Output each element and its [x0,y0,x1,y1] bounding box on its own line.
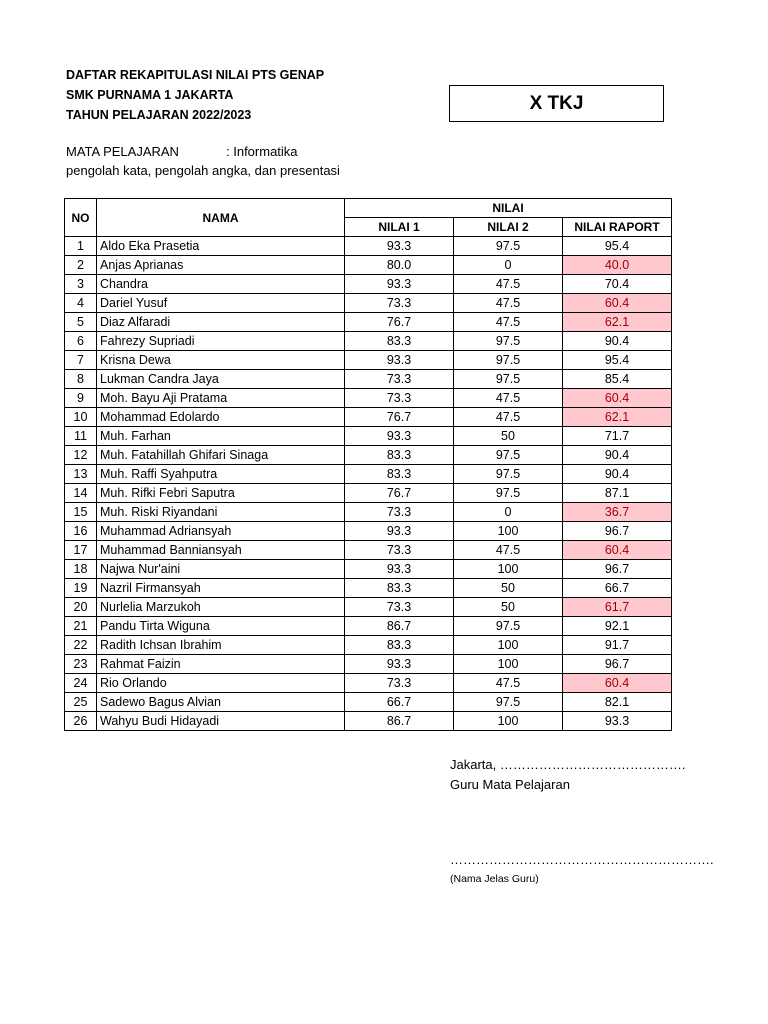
row-nilai-1: 93.3 [345,275,454,294]
row-nilai-raport: 82.1 [563,693,672,712]
row-no: 22 [65,636,97,655]
header-nilai-raport: NILAI RAPORT [563,218,672,237]
table-row [65,617,672,636]
row-nilai-2: 97.5 [454,617,563,636]
row-nilai-2: 50 [454,598,563,617]
table-row [65,503,672,522]
row-nilai-2: 97.5 [454,351,563,370]
row-nilai-2: 0 [454,503,563,522]
row-nilai-2: 47.5 [454,408,563,427]
row-nilai-raport: 91.7 [563,636,672,655]
row-name: Mohammad Edolardo [97,408,345,427]
row-no: 7 [65,351,97,370]
row-nilai-raport: 71.7 [563,427,672,446]
row-nilai-raport: 96.7 [563,522,672,541]
table-row [65,674,672,693]
row-nilai-2: 47.5 [454,541,563,560]
row-nilai-1: 93.3 [345,427,454,446]
row-nilai-raport: 60.4 [563,389,672,408]
row-no: 17 [65,541,97,560]
row-no: 1 [65,237,97,256]
table-row [65,522,672,541]
table-row [65,712,672,731]
row-nilai-raport: 70.4 [563,275,672,294]
teacher-name-hint: (Nama Jelas Guru) [450,873,539,885]
row-nilai-raport: 85.4 [563,370,672,389]
row-name: Muh. Rifki Febri Saputra [97,484,345,503]
table-row [65,313,672,332]
row-nilai-1: 86.7 [345,617,454,636]
header-nilai-2: NILAI 2 [454,218,563,237]
row-no: 2 [65,256,97,275]
row-no: 24 [65,674,97,693]
row-no: 10 [65,408,97,427]
row-nilai-2: 100 [454,636,563,655]
row-nilai-raport: 62.1 [563,408,672,427]
table-row [65,256,672,275]
row-nilai-raport: 60.4 [563,294,672,313]
class-label: X TKJ [529,92,584,114]
row-nilai-2: 97.5 [454,446,563,465]
row-nilai-2: 0 [454,256,563,275]
place-date: Jakarta, ……………………………………. [450,757,686,772]
row-name: Sadewo Bagus Alvian [97,693,345,712]
school-name: SMK PURNAMA 1 JAKARTA [66,88,234,102]
table-row [65,484,672,503]
row-name: Muh. Raffi Syahputra [97,465,345,484]
row-name: Diaz Alfaradi [97,313,345,332]
row-nilai-2: 47.5 [454,674,563,693]
row-nilai-2: 100 [454,655,563,674]
row-nilai-2: 97.5 [454,484,563,503]
row-name: Muhammad Banniansyah [97,541,345,560]
row-nilai-1: 76.7 [345,484,454,503]
row-no: 6 [65,332,97,351]
row-nilai-2: 97.5 [454,370,563,389]
row-no: 26 [65,712,97,731]
row-nilai-2: 47.5 [454,275,563,294]
row-no: 8 [65,370,97,389]
subject-label: MATA PELAJARAN [66,144,179,159]
table-row [65,465,672,484]
row-no: 18 [65,560,97,579]
subject-description: pengolah kata, pengolah angka, dan presentasi [66,163,340,178]
header-name: NAMA [97,199,345,237]
class-label-box [449,85,664,122]
row-nilai-1: 76.7 [345,408,454,427]
grades-table [64,198,672,731]
row-nilai-1: 73.3 [345,674,454,693]
row-name: Najwa Nur'aini [97,560,345,579]
row-nilai-1: 73.3 [345,598,454,617]
row-nilai-2: 47.5 [454,294,563,313]
table-row [65,370,672,389]
row-no: 13 [65,465,97,484]
row-nilai-2: 47.5 [454,313,563,332]
row-nilai-2: 50 [454,579,563,598]
row-nilai-raport: 90.4 [563,465,672,484]
row-nilai-raport: 62.1 [563,313,672,332]
row-nilai-raport: 61.7 [563,598,672,617]
row-nilai-1: 80.0 [345,256,454,275]
table-row [65,351,672,370]
teacher-role: Guru Mata Pelajaran [450,777,570,792]
row-no: 23 [65,655,97,674]
row-name: Fahrezy Supriadi [97,332,345,351]
table-row [65,579,672,598]
row-nilai-1: 93.3 [345,237,454,256]
row-name: Muh. Farhan [97,427,345,446]
row-nilai-1: 93.3 [345,560,454,579]
table-header-row [65,199,672,218]
subject-line [66,143,298,161]
row-nilai-raport: 66.7 [563,579,672,598]
table-row [65,636,672,655]
row-name: Chandra [97,275,345,294]
row-name: Aldo Eka Prasetia [97,237,345,256]
row-name: Krisna Dewa [97,351,345,370]
row-nilai-raport: 96.7 [563,560,672,579]
row-nilai-1: 83.3 [345,332,454,351]
row-name: Anjas Aprianas [97,256,345,275]
row-no: 19 [65,579,97,598]
row-nilai-1: 73.3 [345,503,454,522]
table-row [65,541,672,560]
row-nilai-1: 86.7 [345,712,454,731]
row-name: Nurlelia Marzukoh [97,598,345,617]
table-row [65,408,672,427]
table-row [65,275,672,294]
table-row [65,294,672,313]
row-nilai-2: 100 [454,560,563,579]
table-row [65,237,672,256]
row-nilai-1: 93.3 [345,655,454,674]
row-nilai-1: 66.7 [345,693,454,712]
header-nilai-group: NILAI [345,199,672,218]
row-nilai-2: 47.5 [454,389,563,408]
table-row [65,693,672,712]
row-nilai-raport: 92.1 [563,617,672,636]
row-nilai-1: 93.3 [345,351,454,370]
row-name: Rio Orlando [97,674,345,693]
row-no: 15 [65,503,97,522]
row-nilai-1: 83.3 [345,579,454,598]
row-name: Radith Ichsan Ibrahim [97,636,345,655]
row-no: 11 [65,427,97,446]
row-no: 16 [65,522,97,541]
row-nilai-raport: 90.4 [563,332,672,351]
row-nilai-raport: 60.4 [563,541,672,560]
row-name: Rahmat Faizin [97,655,345,674]
header-nilai-1: NILAI 1 [345,218,454,237]
table-row [65,389,672,408]
row-nilai-2: 97.5 [454,465,563,484]
table-body [65,237,672,731]
row-nilai-2: 97.5 [454,237,563,256]
row-nilai-1: 93.3 [345,522,454,541]
row-name: Muh. Riski Riyandani [97,503,345,522]
row-no: 25 [65,693,97,712]
row-nilai-raport: 87.1 [563,484,672,503]
signature-block [450,755,685,795]
row-nilai-2: 97.5 [454,332,563,351]
row-nilai-1: 73.3 [345,389,454,408]
row-nilai-1: 73.3 [345,370,454,389]
row-no: 14 [65,484,97,503]
row-no: 20 [65,598,97,617]
row-nilai-raport: 36.7 [563,503,672,522]
row-nilai-raport: 95.4 [563,351,672,370]
row-nilai-1: 83.3 [345,446,454,465]
row-no: 12 [65,446,97,465]
row-no: 4 [65,294,97,313]
table-row [65,598,672,617]
row-nilai-1: 73.3 [345,294,454,313]
row-name: Muh. Fatahillah Ghifari Sinaga [97,446,345,465]
row-no: 9 [65,389,97,408]
table-row [65,655,672,674]
row-nilai-2: 97.5 [454,693,563,712]
row-name: Muhammad Adriansyah [97,522,345,541]
header-no: NO [65,199,97,237]
table-row [65,427,672,446]
row-name: Nazril Firmansyah [97,579,345,598]
row-name: Pandu Tirta Wiguna [97,617,345,636]
row-nilai-raport: 60.4 [563,674,672,693]
row-nilai-2: 100 [454,712,563,731]
row-nilai-raport: 40.0 [563,256,672,275]
row-nilai-raport: 90.4 [563,446,672,465]
row-no: 5 [65,313,97,332]
row-no: 21 [65,617,97,636]
row-nilai-raport: 95.4 [563,237,672,256]
row-name: Wahyu Budi Hidayadi [97,712,345,731]
subject-value: : Informatika [226,144,298,159]
academic-year: TAHUN PELAJARAN 2022/2023 [66,108,252,122]
row-nilai-1: 83.3 [345,636,454,655]
table-row [65,446,672,465]
table-row [65,560,672,579]
row-name: Dariel Yusuf [97,294,345,313]
row-nilai-2: 100 [454,522,563,541]
row-nilai-2: 50 [454,427,563,446]
row-nilai-raport: 96.7 [563,655,672,674]
row-nilai-raport: 93.3 [563,712,672,731]
row-no: 3 [65,275,97,294]
table-row [65,332,672,351]
row-nilai-1: 76.7 [345,313,454,332]
row-name: Lukman Candra Jaya [97,370,345,389]
row-nilai-1: 73.3 [345,541,454,560]
row-name: Moh. Bayu Aji Pratama [97,389,345,408]
row-nilai-1: 83.3 [345,465,454,484]
signature-line: ……………………………………………………. [450,852,714,867]
report-title: DAFTAR REKAPITULASI NILAI PTS GENAP [66,68,325,82]
